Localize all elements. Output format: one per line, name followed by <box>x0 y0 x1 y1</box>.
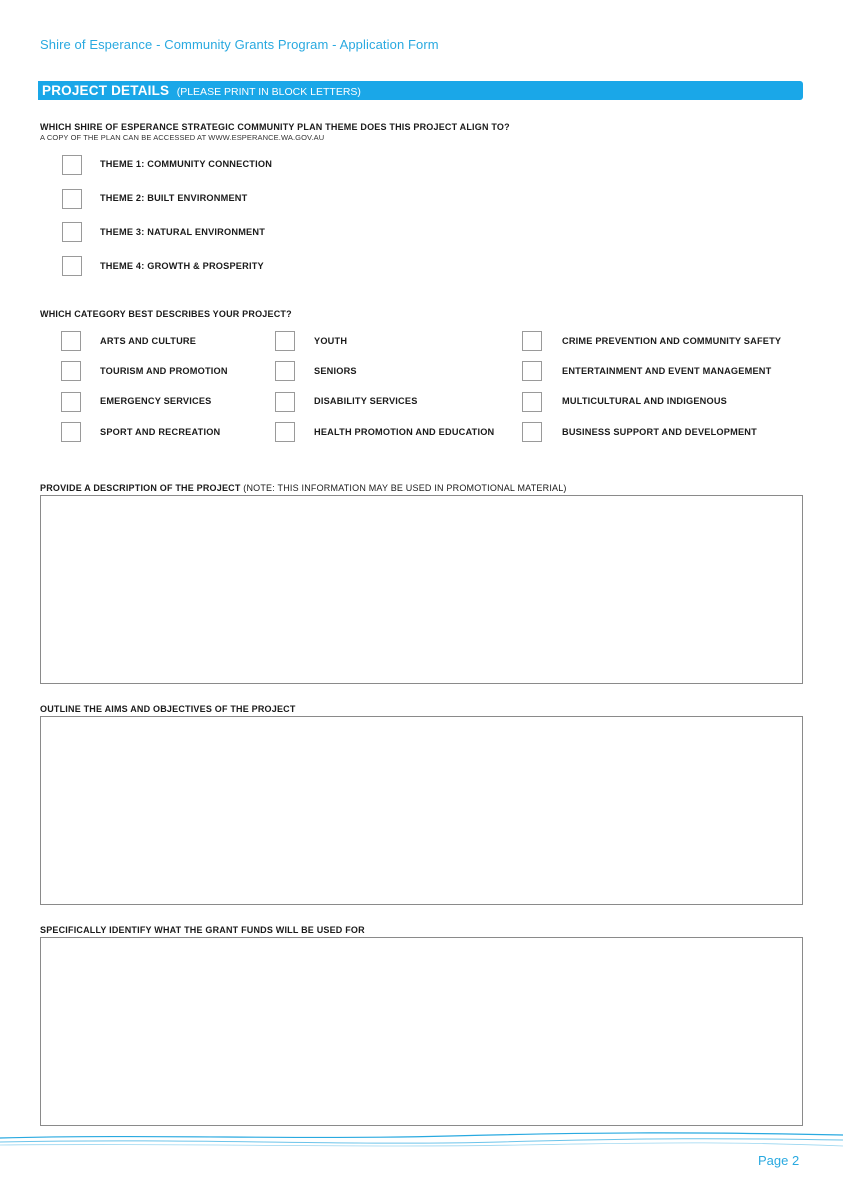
decorative-wave-lines <box>0 1128 843 1158</box>
theme-4-checkbox[interactable] <box>62 256 82 276</box>
section-title: PROJECT DETAILS <box>42 83 170 98</box>
category-crime-prevention-checkbox[interactable] <box>522 331 542 351</box>
category-label: TOURISM AND PROMOTION <box>100 366 228 376</box>
grant-funds-label: SPECIFICALLY IDENTIFY WHAT THE GRANT FUNDS WILL BE USED FOR <box>40 925 365 935</box>
theme-1-label: THEME 1: COMMUNITY CONNECTION <box>100 159 273 169</box>
theme-4-label: THEME 4: GROWTH & PROSPERITY <box>100 261 264 271</box>
category-emergency-services-checkbox[interactable] <box>61 392 81 412</box>
theme-2-label: THEME 2: BUILT ENVIRONMENT <box>100 193 248 203</box>
category-entertainment-events-checkbox[interactable] <box>522 361 542 381</box>
theme-3-label: THEME 3: NATURAL ENVIRONMENT <box>100 227 266 237</box>
category-tourism-promotion-checkbox[interactable] <box>61 361 81 381</box>
category-business-support-checkbox[interactable] <box>522 422 542 442</box>
category-label: ENTERTAINMENT AND EVENT MANAGEMENT <box>562 366 772 376</box>
category-label: DISABILITY SERVICES <box>314 396 418 406</box>
category-label: SPORT AND RECREATION <box>100 427 221 437</box>
category-sport-recreation-checkbox[interactable] <box>61 422 81 442</box>
theme-question-note: A COPY OF THE PLAN CAN BE ACCESSED AT WWW.ESPERANCE.WA.GOV.AU <box>40 133 325 142</box>
category-label: BUSINESS SUPPORT AND DEVELOPMENT <box>562 427 757 437</box>
category-arts-culture-checkbox[interactable] <box>61 331 81 351</box>
description-note: (NOTE: THIS INFORMATION MAY BE USED IN PROMOTIONAL MATERIAL) <box>243 483 567 493</box>
section-header-project-details <box>38 81 803 100</box>
theme-3-checkbox[interactable] <box>62 222 82 242</box>
category-label: MULTICULTURAL AND INDIGENOUS <box>562 396 728 406</box>
project-description-field[interactable] <box>40 495 803 684</box>
theme-2-checkbox[interactable] <box>62 189 82 209</box>
aims-label: OUTLINE THE AIMS AND OBJECTIVES OF THE PROJECT <box>40 704 296 714</box>
category-label: SENIORS <box>314 366 357 376</box>
category-label: YOUTH <box>314 336 348 346</box>
category-youth-checkbox[interactable] <box>275 331 295 351</box>
category-health-promotion-checkbox[interactable] <box>275 422 295 442</box>
category-label: CRIME PREVENTION AND COMMUNITY SAFETY <box>562 336 782 346</box>
description-label-text: PROVIDE A DESCRIPTION OF THE PROJECT <box>40 483 241 493</box>
category-disability-services-checkbox[interactable] <box>275 392 295 412</box>
category-question-label: WHICH CATEGORY BEST DESCRIBES YOUR PROJECT? <box>40 309 292 319</box>
theme-1-checkbox[interactable] <box>62 155 82 175</box>
page-number: Page 2 <box>758 1153 800 1168</box>
category-multicultural-indigenous-checkbox[interactable] <box>522 392 542 412</box>
category-label: ARTS AND CULTURE <box>100 336 197 346</box>
grant-funds-field[interactable] <box>40 937 803 1126</box>
category-label: HEALTH PROMOTION AND EDUCATION <box>314 427 495 437</box>
category-seniors-checkbox[interactable] <box>275 361 295 381</box>
theme-question-label: WHICH SHIRE OF ESPERANCE STRATEGIC COMMUNITY PLAN THEME DOES THIS PROJECT ALIGN TO? <box>40 122 510 132</box>
category-label: EMERGENCY SERVICES <box>100 396 212 406</box>
document-header: Shire of Esperance - Community Grants Program - Application Form <box>40 37 439 52</box>
description-label <box>40 483 567 493</box>
aims-objectives-field[interactable] <box>40 716 803 905</box>
section-subtitle: (PLEASE PRINT IN BLOCK LETTERS) <box>176 86 361 98</box>
